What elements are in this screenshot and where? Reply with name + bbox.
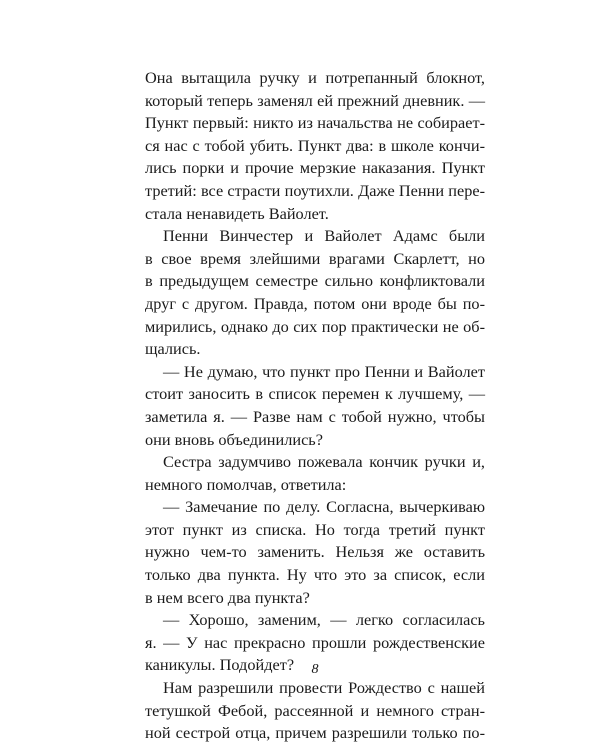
text-line: немного помолчав, ответила: [145,474,347,494]
text-line: который теперь заменял ей прежний дневник. — [145,90,485,110]
text-line: Пункт первый: никто из начальства не собирает- [145,113,485,133]
text-line: только два пункта. Ну что это за список, если [145,565,485,585]
text-line: тетушкой Фебой, рассеянной и немного стран- [145,700,485,720]
text-line: в предыдущем семестре сильно конфликтовали [145,271,485,291]
text-line: этот пункт из списка. Но тогда третий пункт [145,519,485,539]
text-line: — Не думаю, что пункт про Пенни и Вайолет [163,361,485,381]
text-line: ной сестрой отца, причем разрешили только по- [145,723,485,743]
text-line: каникулы. Подойдет? [145,655,295,675]
text-line: друг с другом. Правда, потом они вроде бы по- [145,293,485,313]
text-line: лись порки и прочие мерзкие наказания. Пункт [145,158,485,178]
text-line: Сестра задумчиво пожевала кончик ручки и, [163,452,485,472]
text-line: я. — У нас прекрасно прошли рождественские [145,632,485,652]
page-number: 8 [311,662,319,677]
text-line: ся нас с тобой убить. Пункт два: в школе кончи- [145,135,485,155]
text-line: — Хорошо, заменим, — легко согласилась [163,610,485,630]
text-line: мирились, однако до сих пор практически не об- [145,316,485,336]
body-text [145,67,485,745]
text-line: в нем всего два пункта? [145,587,310,607]
text-line: заметила я. — Разве нам с тобой нужно, чтобы [145,406,485,426]
text-line: щались. [145,339,201,359]
text-line: в свое время злейшими врагами Скарлетт, но [145,248,485,268]
text-line: третий: все страсти поутихли. Даже Пенни пере- [145,180,485,200]
text-line: стоит заносить в список перемен к лучшему, — [145,384,485,404]
text-line: Пенни Винчестер и Вайолет Адамс были [163,226,485,246]
text-line: — Замечание по делу. Согласна, вычеркиваю [163,497,485,517]
text-line: они вновь объединились? [145,429,323,449]
text-line: Нам разрешили провести Рождество с нашей [163,678,485,698]
text-line: Она вытащила ручку и потрепанный блокнот, [145,68,485,87]
text-line: стала ненавидеть Вайолет. [145,203,329,223]
text-line: нужно чем-то заменить. Нельзя же оставить [145,542,485,562]
